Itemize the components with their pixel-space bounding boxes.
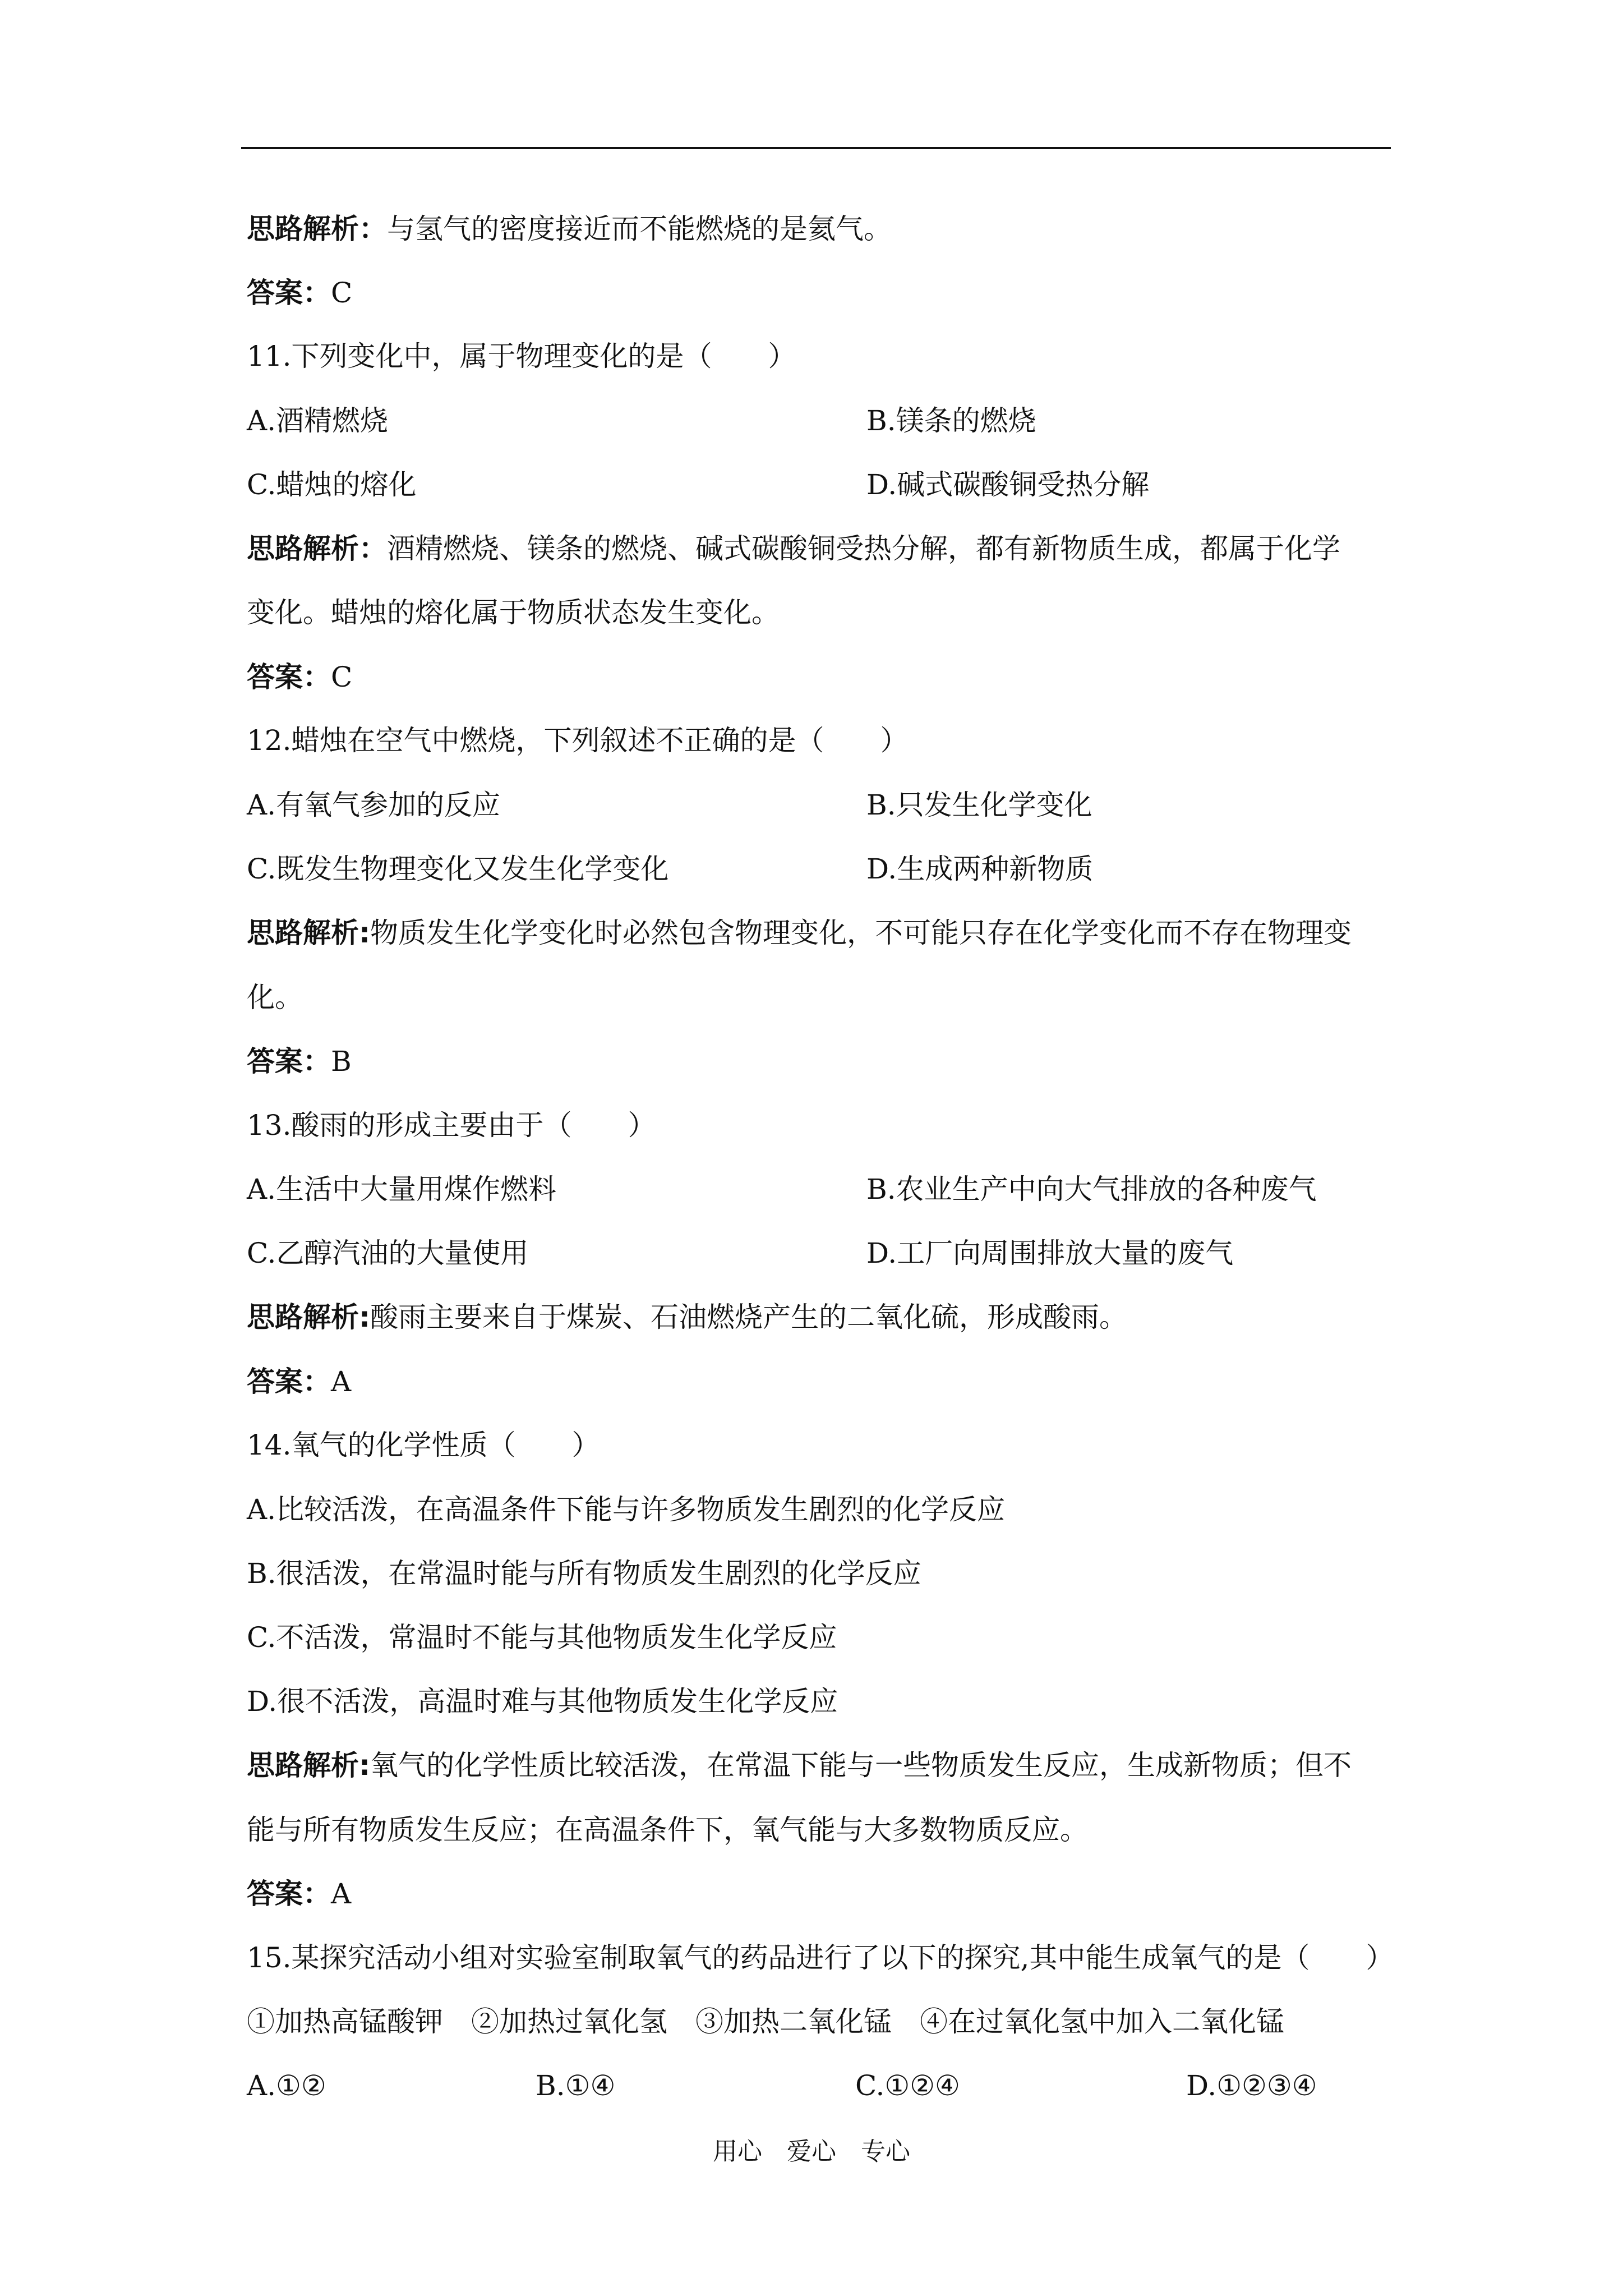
header-rule — [241, 147, 1391, 149]
analysis-q12-line1: 思路解析:物质发生化学变化时必然包含物理变化，不可能只存在化学变化而不存在物理变 — [247, 917, 1352, 949]
q12-option-a: A.有氧气参加的反应 — [247, 789, 501, 821]
q15-option-c: C.①②④ — [855, 2069, 960, 2102]
q13-option-d: D.工厂向周围排放大量的废气 — [866, 1237, 1234, 1269]
q15-option-d: D.①②③④ — [1186, 2069, 1317, 2102]
q11-option-d: D.碱式碳酸铜受热分解 — [866, 468, 1150, 501]
q14-option-b: B.很活泼，在常温时能与所有物质发生剧烈的化学反应 — [247, 1557, 921, 1590]
q13-option-b: B.农业生产中向大气排放的各种废气 — [866, 1173, 1317, 1205]
q12-option-d: D.生成两种新物质 — [866, 853, 1094, 885]
answer-q14: 答案：A — [247, 1878, 352, 1910]
q14-option-c: C.不活泼，常温时不能与其他物质发生化学反应 — [247, 1621, 837, 1654]
page-footer: 用心 爱心 专心 — [713, 2137, 910, 2166]
q11-option-a: A.酒精燃烧 — [247, 404, 389, 437]
question-14-stem: 14.氧气的化学性质（ ） — [247, 1429, 600, 1461]
q13-option-c: C.乙醇汽油的大量使用 — [247, 1237, 529, 1269]
answer-q12: 答案：B — [247, 1045, 352, 1078]
q15-option-a: A.①② — [247, 2069, 326, 2102]
q12-option-b: B.只发生化学变化 — [866, 789, 1092, 821]
q13-option-a: A.生活中大量用煤作燃料 — [247, 1173, 557, 1205]
q12-option-c: C.既发生物理变化又发生化学变化 — [247, 853, 669, 885]
analysis-q12-line2: 化。 — [247, 981, 303, 1014]
question-12-stem: 12.蜡烛在空气中燃烧，下列叙述不正确的是（ ） — [247, 724, 909, 757]
q14-option-a: A.比较活泼，在高温条件下能与许多物质发生剧烈的化学反应 — [247, 1493, 1006, 1526]
answer-q10: 答案：C — [247, 277, 353, 309]
answer-q13: 答案：A — [247, 1365, 352, 1398]
analysis-q14-line1: 思路解析:氧气的化学性质比较活泼，在常温下能与一些物质发生反应，生成新物质；但不 — [247, 1749, 1352, 1782]
question-15-stem: 15.某探究活动小组对实验室制取氧气的药品进行了以下的探究,其中能生成氧气的是（ ） — [247, 1941, 1394, 1974]
analysis-q10: 思路解析：与氢气的密度接近而不能燃烧的是氦气。 — [247, 213, 892, 245]
q11-option-b: B.镁条的燃烧 — [866, 404, 1036, 437]
analysis-q14-line2: 能与所有物质发生反应；在高温条件下，氧气能与大多数物质反应。 — [247, 1814, 1088, 1846]
q15-items: ①加热高锰酸钾 ②加热过氧化氢 ③加热二氧化锰 ④在过氧化氢中加入二氧化锰 — [247, 2005, 1284, 2038]
analysis-q11-line2: 变化。蜡烛的熔化属于物质状态发生变化。 — [247, 596, 780, 629]
q11-option-c: C.蜡烛的熔化 — [247, 468, 417, 501]
question-11-stem: 11.下列变化中，属于物理变化的是（ ） — [247, 340, 796, 372]
q14-option-d: D.很不活泼，高温时难与其他物质发生化学反应 — [247, 1685, 838, 1718]
question-13-stem: 13.酸雨的形成主要由于（ ） — [247, 1109, 656, 1142]
answer-q11: 答案：C — [247, 661, 353, 693]
analysis-q13: 思路解析:酸雨主要来自于煤炭、石油燃烧产生的二氧化硫，形成酸雨。 — [247, 1301, 1127, 1333]
q15-option-b: B.①④ — [536, 2069, 616, 2102]
analysis-q11-line1: 思路解析：酒精燃烧、镁条的燃烧、碱式碳酸铜受热分解，都有新物质生成，都属于化学 — [247, 532, 1340, 565]
